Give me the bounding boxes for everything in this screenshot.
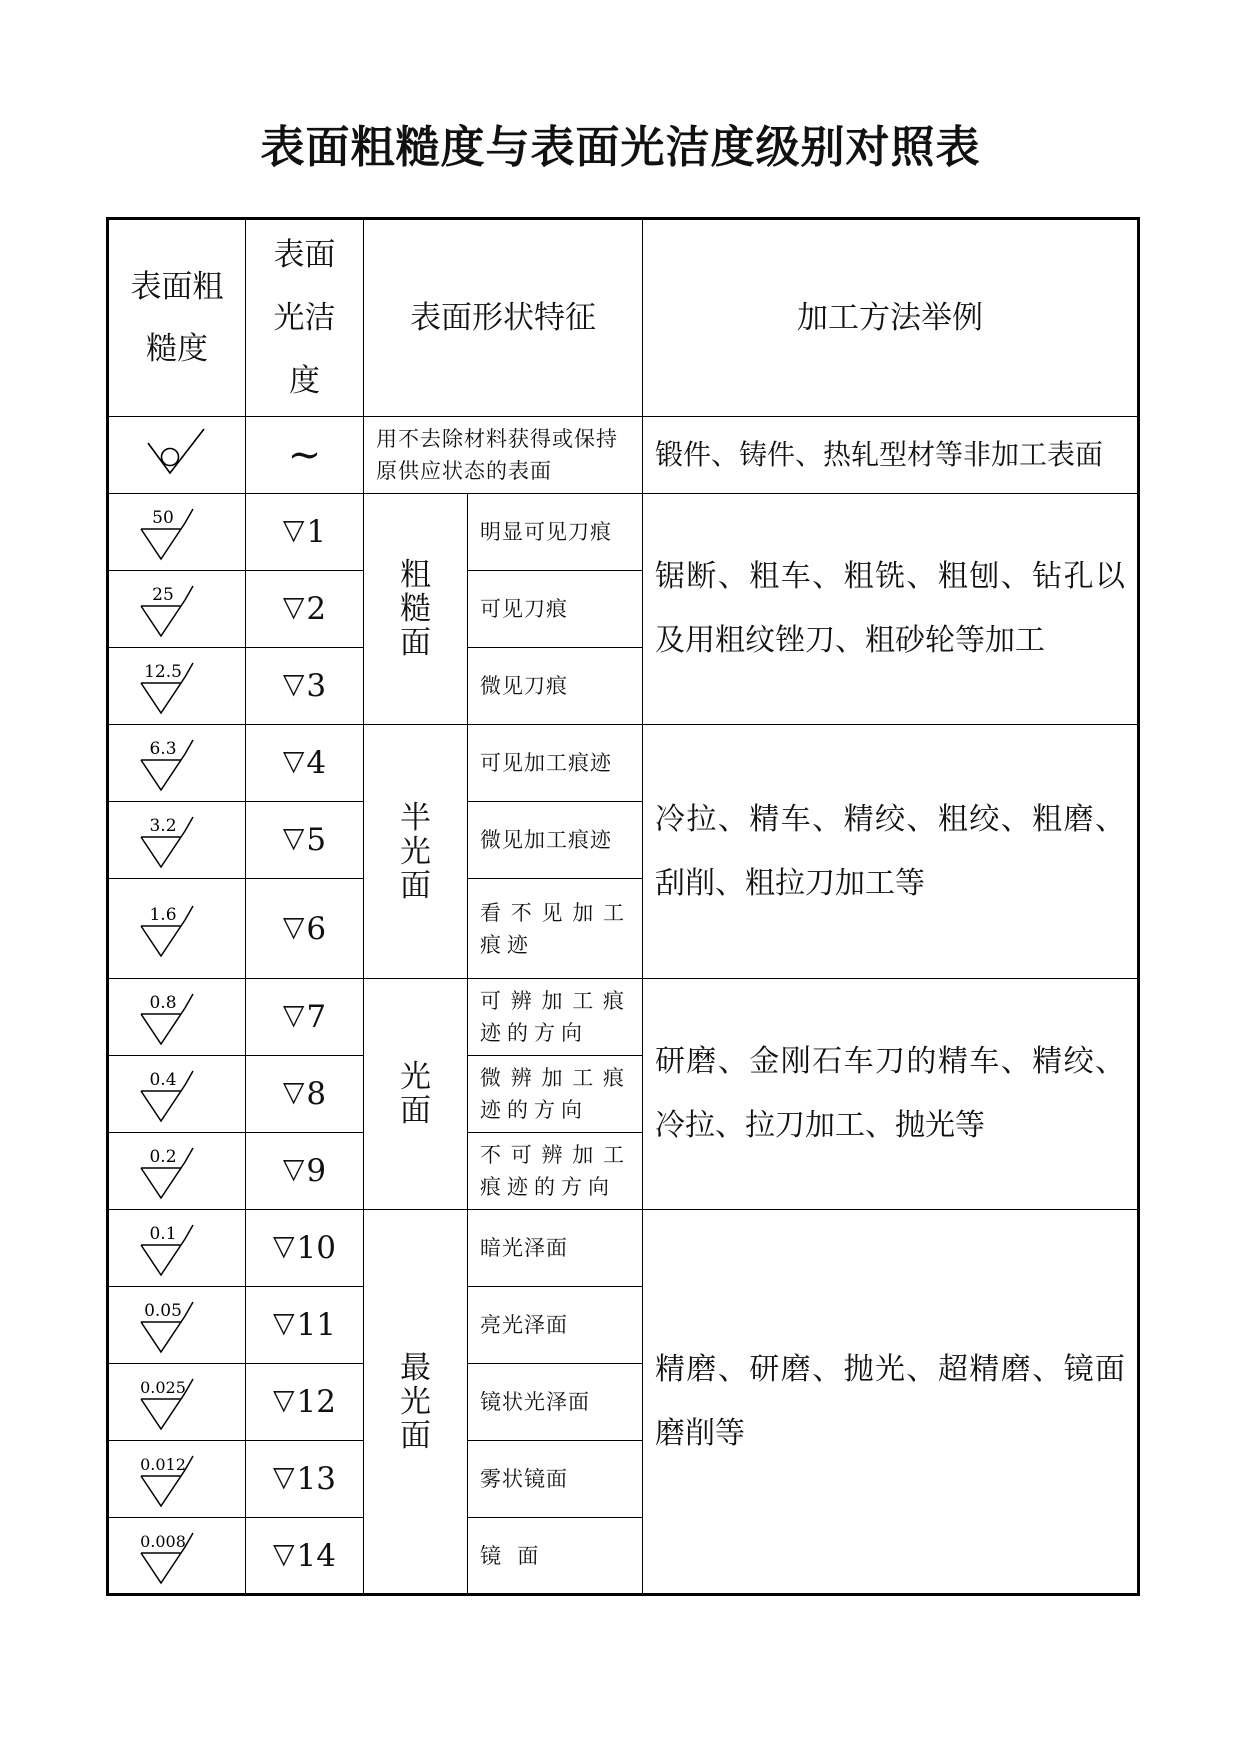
surface-group-cell [364, 1210, 468, 1595]
triangle-icon: ▽ [273, 1306, 295, 1339]
process-example-cell: 精磨、研磨、抛光、超精磨、镜面磨削等 [643, 1210, 1139, 1595]
finish-grade-number: 1 [306, 514, 327, 550]
roughness-symbol-cell [108, 1364, 246, 1441]
header-process: 加工方法举例 [643, 219, 1139, 417]
triangle-icon: ▽ [273, 1536, 295, 1570]
surface-feature-cell: 微辨加工痕迹的方向 [468, 1056, 643, 1133]
header-finish-line-2: 光洁 [273, 299, 336, 336]
row-unmachined [108, 417, 1139, 494]
roughness-symbol-cell [108, 725, 246, 802]
finish-grade-cell [246, 648, 364, 725]
first-row-process: 锻件、铸件、热轧型材等非加工表面 [643, 417, 1139, 494]
grade-row [108, 1210, 1139, 1287]
first-row-finish: ~ [246, 417, 364, 494]
roughness-value: 0.025 [140, 1378, 186, 1397]
surface-group-char: 光 [400, 1383, 431, 1420]
roughness-symbol-icon [137, 732, 217, 794]
surface-group-cell [364, 979, 468, 1210]
roughness-value: 1.6 [149, 904, 177, 925]
roughness-symbol-icon [137, 986, 217, 1048]
finish-grade-cell [246, 1441, 364, 1518]
page-title: 表面粗糙度与表面光洁度级别对照表 [260, 122, 981, 173]
roughness-value: 0.4 [149, 1070, 177, 1090]
roughness-value: 0.8 [149, 993, 177, 1013]
roughness-value: 0.008 [140, 1531, 186, 1551]
triangle-icon: ▽ [282, 1075, 305, 1108]
triangle-icon: ▽ [273, 1229, 295, 1262]
finish-grade-number: 7 [306, 999, 327, 1035]
finish-grade-number: 9 [306, 1153, 327, 1189]
finish-grade-cell [246, 802, 364, 879]
roughness-symbol-icon [137, 1525, 217, 1587]
triangle-icon: ▽ [273, 1460, 295, 1493]
roughness-symbol-icon [137, 501, 217, 563]
roughness-symbol-icon [137, 655, 217, 717]
surface-feature-cell: 可见加工痕迹 [468, 725, 643, 802]
finish-grade-cell [246, 1056, 364, 1133]
surface-feature-cell: 可见刀痕 [468, 571, 643, 648]
header-roughness-line-1: 表面粗 [130, 269, 224, 305]
roughness-symbol-icon [137, 1371, 217, 1433]
roughness-symbol-icon [137, 1063, 217, 1125]
triangle-icon: ▽ [282, 821, 305, 854]
surface-feature-cell: 暗光泽面 [468, 1210, 643, 1287]
roughness-symbol-cell [108, 1287, 246, 1364]
finish-grade-number: 8 [306, 1076, 327, 1112]
surface-feature-cell: 可辨加工痕迹的方向 [468, 979, 643, 1056]
roughness-symbol-cell [108, 1441, 246, 1518]
roughness-symbol-cell [108, 879, 246, 979]
finish-grade-number: 4 [306, 745, 327, 781]
first-row-feature: 用不去除材料获得或保持原供应状态的表面 [364, 417, 643, 494]
surface-feature-cell: 亮光泽面 [468, 1287, 643, 1364]
finish-grade-cell [246, 725, 364, 802]
finish-grade-number: 10 [296, 1230, 336, 1266]
triangle-icon: ▽ [282, 590, 305, 623]
roughness-value: 6.3 [149, 739, 177, 759]
finish-grade-number: 13 [296, 1461, 336, 1497]
finish-grade-number: 14 [296, 1537, 336, 1574]
process-example-cell: 锯断、粗车、粗铣、粗刨、钻孔以及用粗纹锉刀、粗砂轮等加工 [643, 494, 1139, 725]
finish-grade-cell [246, 571, 364, 648]
surface-feature-cell: 雾状镜面 [468, 1441, 643, 1518]
header-finish-line-3: 度 [289, 362, 320, 399]
finish-grade-number: 5 [306, 822, 327, 858]
surface-feature-cell: 微见刀痕 [468, 648, 643, 725]
surface-feature-cell: 镜状光泽面 [468, 1364, 643, 1441]
triangle-icon: ▽ [282, 909, 305, 943]
surface-group-char: 面 [400, 625, 431, 661]
no-material-removal-symbol-icon [142, 425, 212, 485]
surface-group-cell [364, 725, 468, 979]
header-row [108, 219, 1139, 417]
finish-grade-cell [246, 979, 364, 1056]
surface-group-char: 半 [400, 799, 431, 836]
finish-grade-number: 3 [306, 668, 327, 704]
finish-grade-cell [246, 1133, 364, 1210]
roughness-symbol-icon [137, 1448, 217, 1510]
surface-feature-cell: 镜 面 [468, 1518, 643, 1595]
roughness-value: 12.5 [144, 662, 182, 682]
roughness-symbol-icon [137, 1217, 217, 1279]
surface-group-char: 光 [400, 833, 431, 870]
roughness-symbol-cell [108, 1056, 246, 1133]
header-roughness [108, 219, 246, 417]
roughness-symbol-cell [108, 1518, 246, 1595]
finish-grade-number: 2 [306, 591, 327, 627]
grade-row [108, 494, 1139, 571]
roughness-symbol-cell [108, 1210, 246, 1287]
roughness-symbol-cell [108, 802, 246, 879]
process-example-cell: 冷拉、精车、精绞、粗绞、粗磨、刮削、粗拉刀加工等 [643, 725, 1139, 979]
finish-grade-number: 6 [306, 910, 327, 947]
roughness-symbol-icon [137, 1140, 217, 1202]
finish-grade-cell [246, 494, 364, 571]
roughness-value: 0.05 [144, 1301, 182, 1321]
roughness-symbol-cell [108, 571, 246, 648]
roughness-value: 3.2 [149, 816, 177, 836]
grade-row [108, 979, 1139, 1056]
finish-grade-cell [246, 1210, 364, 1287]
triangle-icon: ▽ [282, 744, 305, 777]
roughness-symbol-cell [108, 648, 246, 725]
roughness-value: 50 [152, 508, 174, 528]
process-example-cell: 研磨、金刚石车刀的精车、精绞、冷拉、拉刀加工、抛光等 [643, 979, 1139, 1210]
roughness-value: 0.012 [140, 1455, 186, 1474]
roughness-symbol-icon [137, 578, 217, 640]
surface-group-char: 粗 [400, 557, 431, 593]
roughness-value: 0.1 [149, 1224, 177, 1244]
surface-group-char: 糙 [400, 591, 431, 627]
roughness-symbol-cell [108, 979, 246, 1056]
triangle-icon: ▽ [282, 513, 305, 546]
roughness-symbol-icon [137, 1294, 217, 1356]
roughness-value: 0.2 [149, 1147, 177, 1167]
finish-grade-cell [246, 1287, 364, 1364]
roughness-value: 25 [152, 585, 174, 605]
surface-group-char: 光 [400, 1059, 431, 1095]
triangle-icon: ▽ [282, 1152, 305, 1185]
roughness-symbol-icon [137, 809, 217, 871]
triangle-icon: ▽ [282, 667, 305, 700]
roughness-symbol-icon [137, 898, 217, 960]
header-finish [246, 219, 364, 417]
triangle-icon: ▽ [282, 998, 305, 1031]
header-finish-line-1: 表面 [273, 236, 336, 273]
surface-group-char: 面 [400, 1417, 431, 1454]
comparison-table [106, 217, 1140, 1596]
finish-grade-cell [246, 1364, 364, 1441]
triangle-icon: ▽ [273, 1383, 295, 1416]
finish-grade-cell [246, 1518, 364, 1595]
surface-group-cell [364, 494, 468, 725]
header-feature: 表面形状特征 [364, 219, 643, 417]
finish-grade-cell [246, 879, 364, 979]
roughness-symbol-cell [108, 1133, 246, 1210]
surface-feature-cell: 看不见加工痕迹 [468, 879, 643, 979]
surface-feature-cell: 不可辨加工痕迹的方向 [468, 1133, 643, 1210]
surface-feature-cell: 微见加工痕迹 [468, 802, 643, 879]
surface-feature-cell: 明显可见刀痕 [468, 494, 643, 571]
surface-group-char: 面 [400, 867, 431, 904]
surface-group-char: 面 [400, 1093, 431, 1129]
surface-group-char: 最 [400, 1349, 431, 1386]
roughness-symbol-cell [108, 494, 246, 571]
grade-row [108, 725, 1139, 802]
finish-grade-number: 12 [296, 1384, 336, 1420]
finish-grade-number: 11 [296, 1307, 336, 1343]
header-roughness-line-2: 糙度 [146, 331, 208, 367]
no-removal-symbol-cell [108, 417, 246, 494]
